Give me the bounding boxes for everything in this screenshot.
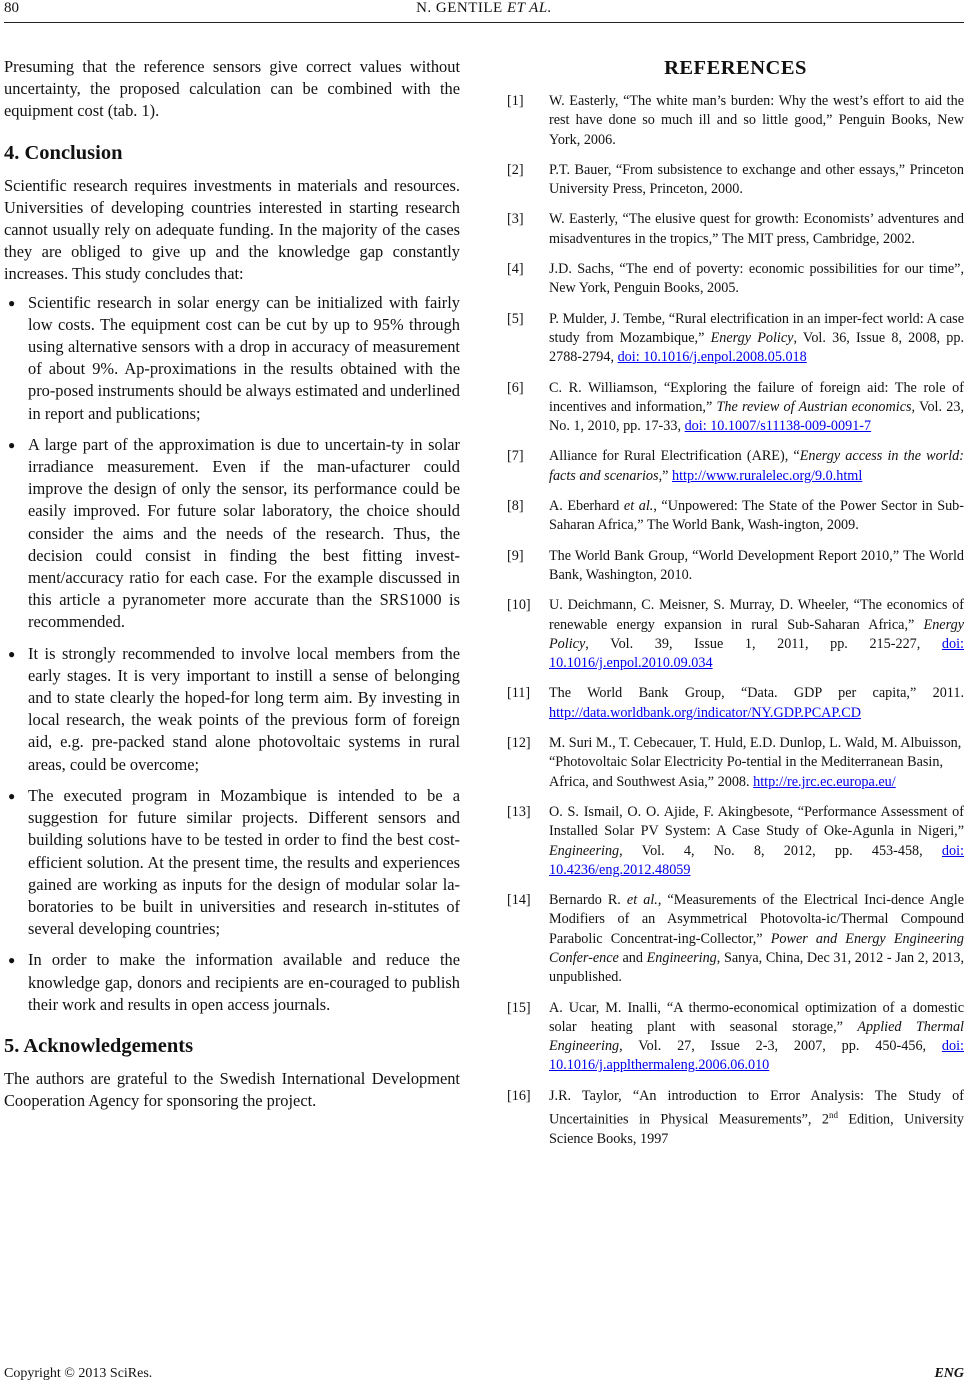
conclusion-heading: 4. Conclusion	[4, 141, 123, 164]
list-item	[4, 949, 460, 1016]
header-rule	[4, 22, 964, 23]
list-item	[4, 434, 460, 634]
url-link[interactable]: http://data.worldbank.org/indicator/NY.GDP.PCAP.CD	[549, 704, 861, 721]
reference-text	[549, 684, 964, 723]
bullet-icon: ●	[8, 295, 16, 310]
doi-link[interactable]: doi: 10.1016/j.applthermaleng.2006.06.010	[549, 1038, 964, 1074]
reference-title: Energy access in the world: facts and scenarios	[549, 448, 964, 484]
reference-authors: Bernardo R.	[549, 892, 627, 909]
doi-link[interactable]: doi: 10.1016/j.enpol.2010.09.034	[549, 635, 964, 672]
reference-item	[507, 734, 964, 792]
reference-details: , Vol. 36, Issue 8, 2008, pp. 2788-2794,	[549, 329, 965, 366]
reference-text	[549, 891, 964, 987]
reference-journal: Energy Policy	[549, 616, 964, 652]
doi-link[interactable]: doi: 10.1007/s11138-009-0091-7	[684, 418, 872, 435]
reference-authors: A. Ucar, M. Inalli, “A thermo-economical optimization of a domestic solar heating plant with seasonal storage,”	[549, 999, 964, 1035]
reference-journal: Engineering	[646, 949, 717, 966]
reference-item	[507, 260, 964, 299]
reference-details: ,”	[658, 467, 672, 484]
page-header	[0, 0, 968, 34]
reference-text	[549, 734, 964, 792]
references-column	[507, 56, 964, 1160]
reference-text	[549, 999, 964, 1076]
list-item-text: In order to make the information available and reduce the knowledge gap, donors and recipients are en-couraged to publish their work and results in open access journals.	[28, 950, 460, 1014]
reference-details: and	[618, 949, 647, 966]
reference-details: Edition, University Science Books, 1997	[549, 1111, 964, 1148]
bullet-icon: ●	[8, 788, 16, 803]
acknowledgements-heading: 5. Acknowledgements	[4, 1034, 194, 1057]
reference-text	[549, 447, 964, 486]
reference-item	[507, 310, 964, 368]
reference-number: [7]	[507, 448, 524, 465]
url-link[interactable]: http://www.ruralelec.org/9.0.html	[671, 467, 863, 484]
reference-number: [10]	[507, 597, 531, 614]
reference-item	[507, 210, 964, 249]
reference-text: The World Bank Group, “World Development Report 2010,” The World Bank, Washington, 2010.	[549, 547, 964, 583]
bullet-icon: ●	[8, 646, 16, 661]
reference-item	[507, 92, 964, 150]
reference-journal: The review of Austrian economics	[716, 398, 912, 415]
conclusion-paragraph: Scientific research requires investments in materials and resources. Universities of developing countries interested in starting research cannot usually rely on adequate funding. In the majority of the cases they are obliged to give up and the knowledge gap constantly increases. This study concludes that:	[4, 175, 460, 284]
reference-number: [14]	[507, 892, 531, 909]
reference-item	[507, 596, 964, 673]
reference-details: , Vol. 4, No. 8, 2012, pp. 453-458,	[619, 842, 942, 859]
reference-number: [12]	[507, 735, 531, 752]
reference-details: , “Measurements of the Electrical Inci-dence Angle Modifiers of an Asymmetrical Photovolta-ic/Thermal Compound Parabolic Concentrat-ing-Collector,”	[549, 892, 964, 947]
reference-number: [1]	[507, 93, 524, 109]
page-number: 80	[4, 0, 19, 16]
bullet-icon: ●	[8, 437, 16, 452]
reference-details: , Sanya, China, Dec 31, 2012 - Jan 2, 2013, unpublished.	[549, 949, 964, 986]
reference-authors: J.R. Taylor, “An introduction to Error Analysis: The Study of Uncertainities in Physical Measurements”, 2	[549, 1087, 964, 1128]
reference-journal: Engineering	[549, 842, 620, 859]
reference-item	[507, 497, 964, 536]
reference-text: W. Easterly, “The white man’s burden: Why the west’s effort to aid the rest have done so much ill and so little good,” Penguin Books, New York, 2006.	[549, 93, 964, 148]
reference-etal: et al.	[626, 892, 658, 909]
copyright-notice: Copyright © 2013 SciRes.	[4, 1366, 153, 1381]
reference-item	[507, 684, 964, 723]
references-heading: REFERENCES	[664, 57, 807, 79]
reference-journal: Applied Thermal Engineering	[549, 1018, 964, 1055]
list-item	[4, 643, 460, 776]
intro-paragraph: Presuming that the reference sensors give correct values without uncertainty, the proposed calculation can be combined with the equipment cost (tab. 1).	[4, 57, 460, 121]
reference-details: , Vol. 27, Issue 2-3, 2007, pp. 450-456,	[619, 1038, 942, 1055]
list-item	[4, 785, 460, 940]
reference-number: [4]	[507, 261, 524, 278]
reference-number: [11]	[507, 685, 531, 702]
reference-details: , Vol. 39, Issue 1, 2011, pp. 215-227,	[585, 635, 942, 652]
reference-authors: The World Bank Group, “Data. GDP per capita,” 2011.	[549, 685, 964, 702]
running-head-etal: ET AL.	[506, 0, 552, 16]
acknowledgements-paragraph: The authors are grateful to the Swedish International Development Cooperation Agency for sponsoring the project.	[4, 1068, 460, 1111]
running-head-author: N. GENTILE	[416, 0, 503, 16]
reference-text	[549, 1087, 964, 1150]
reference-text	[549, 379, 964, 437]
reference-text: W. Easterly, “The elusive quest for growth: Economists’ adventures and misadventures in the tropics,” The MIT press, Cambridge, 2002.	[549, 211, 964, 247]
superscript: nd	[828, 1110, 838, 1121]
reference-number: [8]	[507, 498, 524, 515]
reference-text: J.D. Sachs, “The end of poverty: economic possibilities for our time”, New York, Penguin Books, 2005.	[549, 261, 964, 297]
reference-item	[507, 803, 964, 880]
reference-authors: P. Mulder, J. Tembe, “Rural electrification in an imper-fect world: A case study from Mozambique,”	[549, 310, 964, 346]
reference-item	[507, 999, 964, 1076]
reference-text	[549, 310, 964, 368]
reference-number: [9]	[507, 547, 524, 564]
reference-item	[507, 891, 964, 987]
reference-journal: Energy Policy	[710, 329, 794, 346]
url-link[interactable]: http://re.jrc.ec.europa.eu/	[753, 773, 896, 790]
list-item-text: A large part of the approximation is due to uncertain-ty in solar irradiance measurement. Even if the man-ufacturer could improve the design of only the sensor, its performance could be easily improved. For future solar laboratory, the choice should consider the aims and the needs of the research. Thus, the decision could consist in finding the best fitting invest-ment/accuracy ratio for each case. For the example discussed in this article a pyranometer more accurate than the SRS1000 is recommended.	[28, 434, 460, 632]
reference-details: , “Unpowered: The State of the Power Sector in Sub-Saharan Africa,” The World Bank, Wash-ington, 2009.	[549, 498, 964, 534]
reference-item	[507, 447, 964, 486]
reference-number: [2]	[507, 161, 524, 178]
reference-authors: A. Eberhard	[549, 498, 624, 515]
journal-abbrev: ENG	[934, 1366, 964, 1381]
list-item	[4, 292, 460, 425]
reference-text	[549, 803, 964, 880]
doi-link[interactable]: doi: 10.1016/j.enpol.2008.05.018	[617, 349, 807, 366]
reference-authors: Alliance for Rural Electrification (ARE), “	[549, 448, 800, 465]
list-item-text: The executed program in Mozambique is intended to be a suggestion for future similar projects. Different sensors and building solutions have to be tested in order to find the best cost-efficient solution. At the present time, the results and experiences gained are working as inputs for the design of modular solar la-boratories to be built in universities and research in-stitutes of several developing countries;	[28, 785, 460, 939]
reference-item	[507, 547, 964, 586]
reference-item	[507, 1087, 964, 1150]
reference-number: [5]	[507, 310, 524, 327]
list-item-text: Scientific research in solar energy can be initialized with fairly low costs. The equipment cost can be cut by up to 95% through using alternative sensors with a drop in accuracy of measurement of about 9%. Ap-proximations in the results obtained with the pro-posed instruments should be always estimated and underlined in report and publications;	[28, 292, 460, 423]
reference-number: [6]	[507, 379, 524, 396]
list-item-text: It is strongly recommended to involve local members from the early stages. It is very important to instill a sense of belonging and to state clearly the hoped-for long term aim. By investing in local research, the weak points of the previous form of foreign aid, e.g. pre-packed stand alone photovoltaic systems in rural areas, could be overcome;	[28, 643, 460, 774]
reference-text: P.T. Bauer, “From subsistence to exchange and other essays,” Princeton University Press, Princeton, 2000.	[549, 161, 964, 198]
reference-item	[507, 161, 964, 200]
reference-journal: Power and Energy Engineering Confer-ence	[549, 930, 964, 966]
reference-authors: M. Suri M., T. Cebecauer, T. Huld, E.D. Dunlop, L. Wald, M. Albuisson, “Photovoltaic Solar Electricity Po-tential in the Mediterranean Basin, Africa, and Southwest Asia,” 2008.	[549, 735, 962, 790]
doi-link[interactable]: doi: 10.4236/eng.2012.48059	[549, 842, 964, 878]
reference-number: [15]	[507, 999, 531, 1016]
reference-details: , Vol. 23, No. 1, 2010, pp. 17-33,	[549, 398, 965, 435]
reference-number: [16]	[507, 1087, 531, 1104]
reference-text	[549, 596, 964, 673]
reference-item	[507, 379, 964, 437]
running-head	[0, 0, 968, 17]
conclusion-list	[4, 292, 460, 1016]
reference-number: [13]	[507, 803, 531, 820]
reference-authors: C. R. Williamson, “Exploring the failure of foreign aid: The role of incentives and information,”	[549, 379, 964, 415]
reference-etal: et al.	[623, 498, 654, 515]
reference-number: [3]	[507, 211, 524, 228]
bullet-icon: ●	[8, 953, 16, 968]
reference-text	[549, 497, 964, 536]
left-column	[4, 56, 460, 1112]
reference-authors: O. S. Ismail, O. O. Ajide, F. Akingbesote, “Performance Assessment of Installed Solar PV System: A Case Study of Oke-Agunla in Nigeri,”	[549, 803, 964, 840]
reference-authors: U. Deichmann, C. Meisner, S. Murray, D. Wheeler, “The economics of renewable energy expansion in rural Sub-Saharan Africa,”	[549, 597, 964, 633]
